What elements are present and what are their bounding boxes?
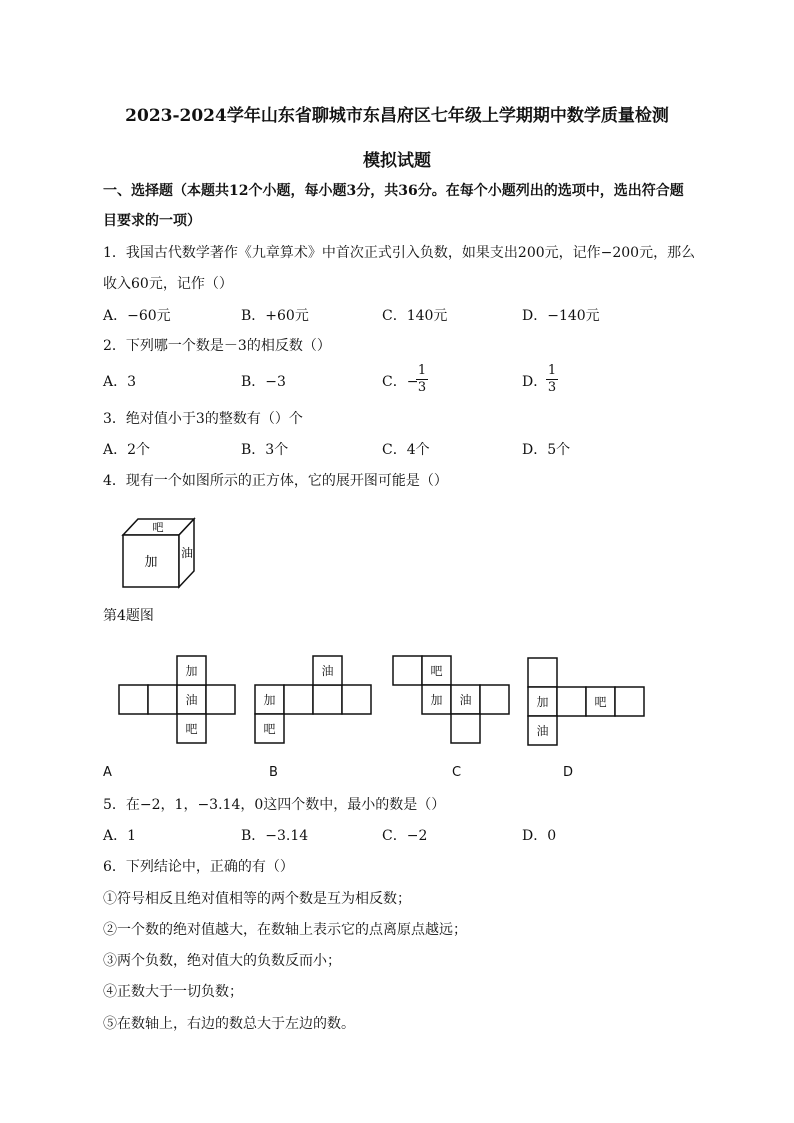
fraction-numerator: 1	[547, 363, 557, 378]
q1-option-c: C．140元	[382, 308, 448, 324]
page-subtitle: 模拟试题	[363, 151, 431, 171]
q6-statement-4: ④正数大于一切负数；	[103, 984, 243, 1000]
q3-option-c: C．4个	[382, 442, 430, 458]
q1-option-a: A．−60元	[103, 308, 171, 324]
q2-option-b: B．−3	[241, 374, 286, 390]
page-title: 2023-2024学年山东省聊城市东昌府区七年级上学期期中数学质量检测	[125, 106, 669, 126]
q6-statement-1: ①符号相反且绝对值相等的两个数是互为相反数；	[103, 891, 411, 907]
fraction-numerator: 1	[417, 363, 427, 378]
cube-top-label: 吧	[152, 521, 164, 534]
q2-option-c-prefix: C．−	[382, 374, 419, 390]
net-label-b: B	[269, 765, 278, 780]
q1-stem-cont: 收入60元，记作（）	[103, 276, 233, 292]
q1-stem: 1．我国古代数学著作《九章算术》中首次正式引入负数，如果支出200元，记作−200元，那么	[103, 245, 696, 261]
q1-option-d: D．−140元	[522, 308, 600, 324]
net-label-a: A	[103, 765, 112, 780]
net-b-label-top: 油	[321, 664, 334, 678]
net-c	[393, 656, 509, 743]
net-c-label-middle: 加	[430, 693, 443, 707]
fraction-denominator: 3	[417, 380, 427, 395]
nets-figure	[110, 650, 650, 750]
cube-figure	[118, 515, 200, 590]
net-a	[119, 656, 235, 743]
q4-stem: 4．现有一个如图所示的正方体，它的展开图可能是（）	[103, 473, 448, 489]
q1-option-b: B．+60元	[241, 308, 309, 324]
section-heading-cont: 目要求的一项）	[103, 213, 201, 229]
cube-right-label: 油	[180, 546, 194, 560]
fig4-caption: 第4题图	[103, 608, 154, 624]
net-b-label-bottom: 吧	[263, 722, 276, 736]
q2-option-d-fraction	[546, 364, 558, 395]
net-c-label-right: 油	[459, 693, 472, 707]
q6-statement-5: ⑤在数轴上，右边的数总大于左边的数。	[103, 1016, 355, 1032]
q6-statement-2: ②一个数的绝对值越大，在数轴上表示它的点离原点越远；	[103, 922, 467, 938]
q5-stem: 5．在−2，1，−3.14，0这四个数中，最小的数是（）	[103, 797, 446, 813]
net-label-c: C	[452, 765, 462, 780]
net-label-d: D	[563, 765, 574, 780]
net-a-label-top: 加	[185, 664, 198, 678]
section-heading: 一、选择题（本题共12个小题，每小题3分，共36分。在每个小题列出的选项中，选出符合题	[103, 183, 684, 199]
net-a-label-bottom: 吧	[185, 722, 198, 736]
net-d-label-middle: 吧	[594, 695, 607, 709]
q3-stem: 3．绝对值小于3的整数有（）个	[103, 411, 303, 427]
net-d-label-bottom: 油	[536, 724, 549, 738]
fraction-denominator: 3	[547, 380, 557, 395]
q2-option-a: A．3	[103, 374, 137, 390]
q5-option-c: C．−2	[382, 828, 428, 844]
net-a-label-middle: 油	[185, 693, 198, 707]
q5-option-d: D．0	[522, 828, 557, 844]
net-b-label-left: 加	[263, 693, 276, 707]
cube-front-label: 加	[144, 555, 158, 570]
q3-option-d: D．5个	[522, 442, 571, 458]
net-c-label-top: 吧	[430, 664, 443, 678]
q6-statement-3: ③两个负数，绝对值大的负数反而小；	[103, 953, 341, 969]
q6-stem: 6．下列结论中，正确的有（）	[103, 859, 294, 875]
q2-option-d-prefix: D．	[522, 374, 548, 390]
q5-option-a: A．1	[103, 828, 137, 844]
q2-stem: 2．下列哪一个数是－3的相反数（）	[103, 338, 331, 354]
q5-option-b: B．−3.14	[241, 828, 309, 844]
q2-option-c-fraction	[416, 364, 428, 395]
net-d-label-left: 加	[536, 695, 549, 709]
q3-option-b: B．3个	[241, 442, 289, 458]
q3-option-a: A．2个	[103, 442, 151, 458]
